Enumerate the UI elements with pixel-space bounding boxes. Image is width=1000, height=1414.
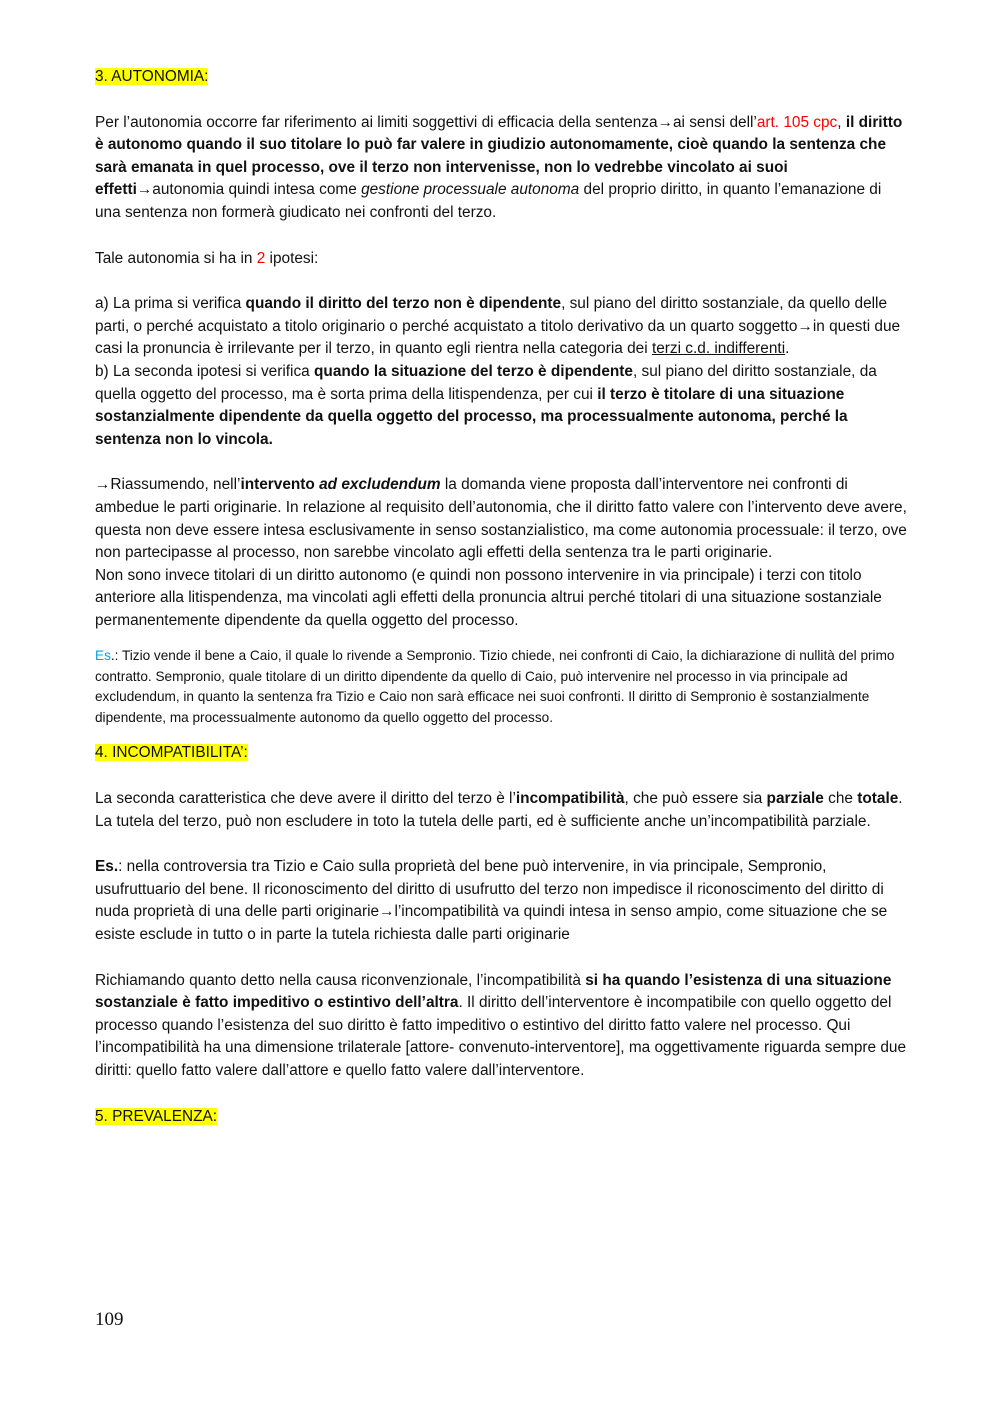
section-heading-autonomia — [95, 66, 907, 89]
arrow-icon: → — [136, 181, 153, 199]
paragraph-ipotesi-intro: Tale autonomia si ha in 2 ipotesi: — [95, 249, 319, 267]
arrow-icon: → — [379, 903, 395, 921]
paragraph-incompatibilita-definition: La seconda caratteristica che deve avere il diritto del terzo è l’incompatibilità, che può essere sia parziale che totale. La tutela del terzo, può non escludere in toto la tutela delle parti, ed è sufficiente anche un’incompatibilità parziale. — [95, 790, 903, 830]
paragraph-riassumendo: →Riassumendo, nell’intervento ad excludendum la domanda viene proposta dall’interventore nei confronti di ambedue le parti originarie. In relazione al requisito dell’autonomia, che il diritto fatto valere con l’intervento deve avere, questa non deve essere intesa esclusivamente in senso sostanzialistico, ma come autonomia processuale: il terzo, ove non partecipasse al processo, non sarebbe vincolato agli effetti della sentenza tra le parti originarie. — [95, 476, 907, 562]
heading-highlight: 3. AUTONOMIA: — [95, 68, 209, 85]
example-text: Es.: Tizio vende il bene a Caio, il quale lo rivende a Sempronio. Tizio chiede, nei confronti di Caio, la dichiarazione di nullità del primo contratto. Sempronio, quale titolare di un diritto dipendente da quello di Caio, può intervenire nel processo in via principale ad excludendum, in quanto la sentenza fra Tizio e Caio non sarà efficace nei suoi confronti. Il diritto di Sempronio è sostanzialmente dipendente, ma processualmente autonomo da quello oggetto del processo. — [95, 648, 895, 725]
paragraph-autonomia-definition: Per l’autonomia occorre far riferimento ai limiti soggettivi di efficacia della sentenza→ai sensi dell’art. 105 cpc, il diritto è autonomo quando il suo titolare lo può far valere in giudizio autonomamente, cioè quando la sentenza che sarà emanata in quel processo, ove il terzo non intervenisse, non lo vedrebbe vincolato ai suoi effetti→autonomia quindi intesa come gestione processuale autonoma del proprio diritto, in quanto l’emanazione di una sentenza non formerà giudicato nei confronti del terzo. — [95, 113, 903, 221]
paragraph-incompatibilita-riconvenzionale: Richiamando quanto detto nella causa riconvenzionale, l’incompatibilità si ha quando l’esistenza di una situazione sostanziale è fatto impeditivo o estintivo dell’altra. Il diritto dell’interventore è incompatibile con quello oggetto del processo quando l’esistenza del suo diritto è fatto impeditivo o estintivo del diritto fatto valere nel processo. Qui l’incompatibilità ha una dimensione trilaterale [attore- convenuto-interventore], ma oggettivamente riguarda sempre due diritti: quello fatto valere dall’attore e quello fatto valere dall’interventore. — [95, 971, 907, 1079]
paragraph-titolari: Non sono invece titolari di un diritto autonomo (e quindi non possono intervenire in via principale) i terzi con titolo anteriore alla litispendenza, ma vincolati agli effetti della pronuncia altrui perché titolari di una situazione sostanziale permanentemente dipendente da quella oggetto del processo. — [95, 566, 882, 629]
arrow-icon: → — [797, 317, 813, 335]
example-label: Es — [95, 648, 111, 664]
paragraph-ipotesi-a: a) La prima si verifica quando il diritto del terzo non è dipendente, sul piano del diritto sostanziale, da quello delle parti, o perché acquistato a titolo originario o perché acquistato a titolo derivativo da un quarto soggetto→in questi due casi la pronuncia è irrilevante per il terzo, in quanto egli rientra nella categoria dei terzi c.d. indifferenti. — [95, 295, 901, 358]
heading-highlight: 5. PREVALENZA: — [95, 1107, 218, 1125]
arrow-icon: → — [657, 113, 673, 131]
paragraph-incompatibilita-example: Es.: nella controversia tra Tizio e Caio sulla proprietà del bene può intervenire, in via principale, Sempronio, usufruttuario del bene. Il riconoscimento del diritto di usufrutto del terzo non impedisce il riconoscimento del diritto di nuda proprietà di una delle parti originarie→l’incompatibilità va quindi intesa in senso ampio, come situazione che se esiste esclude in tutto o in parte la tutela richiesta dalle parti originarie — [95, 858, 888, 944]
section-heading-incompatibilita — [95, 742, 907, 765]
page-content — [95, 66, 907, 1128]
section-heading-prevalenza — [95, 1106, 907, 1129]
page-number: 109 — [95, 1309, 124, 1330]
heading-highlight: 4. INCOMPATIBILITA’: — [95, 744, 248, 762]
example-label: Es. — [95, 858, 119, 876]
article-reference: art. 105 cpc — [756, 113, 838, 131]
paragraph-ipotesi-b: b) La seconda ipotesi si verifica quando la situazione del terzo è dipendente, sul piano del diritto sostanziale, da quella oggetto del processo, ma è sorta prima della litispendenza, per cui il terzo è titolare di una situazione sostanzialmente dipendente da quella oggetto del processo, ma processualmente autonoma, perché la sentenza non lo vincola. — [95, 362, 877, 448]
example-block — [95, 646, 907, 728]
arrow-icon: → — [95, 476, 111, 494]
hypotheses-count: 2 — [256, 249, 266, 267]
